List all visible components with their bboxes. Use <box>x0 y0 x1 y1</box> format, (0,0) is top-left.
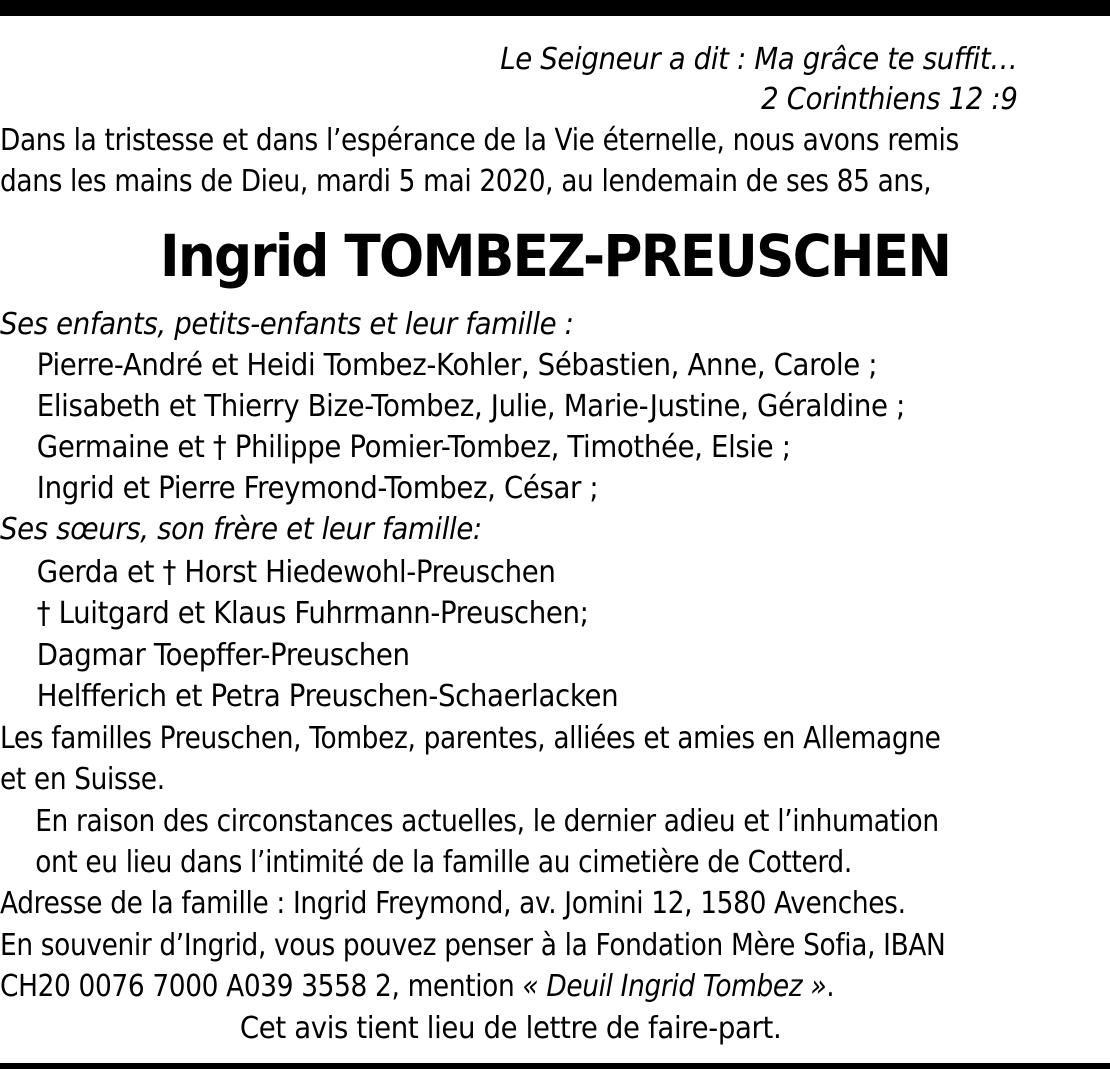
families-line-1: Les familles Preuschen, Tombez, parentes, alliées et amies en Allemagne <box>0 721 941 756</box>
siblings-entry: Gerda et † Horst Hiedewohl-Preuschen <box>36 555 556 590</box>
siblings-entry: Helfferich et Petra Preuschen-Schaerlacken <box>36 679 619 714</box>
bottom-border-rule <box>0 1063 1110 1069</box>
top-border-rule <box>0 0 1110 16</box>
children-entry: Elisabeth et Thierry Bize-Tombez, Julie, Marie-Justine, Géraldine ; <box>36 389 905 424</box>
donation-line-2 <box>0 967 977 1007</box>
donation-line-1: En souvenir d’Ingrid, vous pouvez penser à la Fondation Mère Sofia, IBAN <box>0 928 946 963</box>
circumstances-line-2: ont eu lieu dans l’intimité de la famille au cimetière de Cotterd. <box>35 845 852 880</box>
intro-line-2: dans les mains de Dieu, mardi 5 mai 2020, au lendemain de ses 85 ans, <box>0 164 932 199</box>
donation-period: . <box>826 969 835 1004</box>
siblings-entry: † Luitgard et Klaus Fuhrmann-Preuschen; <box>36 596 589 631</box>
children-entry: Pierre-André et Heidi Tombez-Kohler, Sébastien, Anne, Carole ; <box>36 348 878 383</box>
siblings-entry: Dagmar Toepffer-Preuschen <box>36 638 410 673</box>
families-line-2: et en Suisse. <box>0 762 165 797</box>
children-entry: Ingrid et Pierre Freymond-Tombez, César ; <box>36 471 599 506</box>
epigraph-reference: 2 Corinthiens 12 :9 <box>761 82 1018 117</box>
donation-mention: « Deuil Ingrid Tombez » <box>522 969 827 1004</box>
family-address: Adresse de la famille : Ingrid Freymond, av. Jomini 12, 1580 Avenches. <box>0 886 906 921</box>
deceased-name: Ingrid TOMBEZ-PREUSCHEN <box>159 222 951 290</box>
closing-note: Cet avis tient lieu de lettre de faire-part. <box>239 1011 782 1046</box>
children-heading: Ses enfants, petits-enfants et leur famille : <box>0 307 574 342</box>
intro-line-1: Dans la tristesse et dans l’espérance de la Vie éternelle, nous avons remis <box>0 123 959 158</box>
epigraph-quote: Le Seigneur a dit : Ma grâce te suffit… <box>500 42 1018 77</box>
donation-iban: CH20 0076 7000 A039 3558 2, mention <box>0 969 523 1004</box>
circumstances-line-1: En raison des circonstances actuelles, le dernier adieu et l’inhumation <box>35 804 939 839</box>
siblings-heading: Ses sœurs, son frère et leur famille: <box>0 512 482 547</box>
children-entry: Germaine et † Philippe Pomier-Tombez, Timothée, Elsie ; <box>36 430 791 465</box>
